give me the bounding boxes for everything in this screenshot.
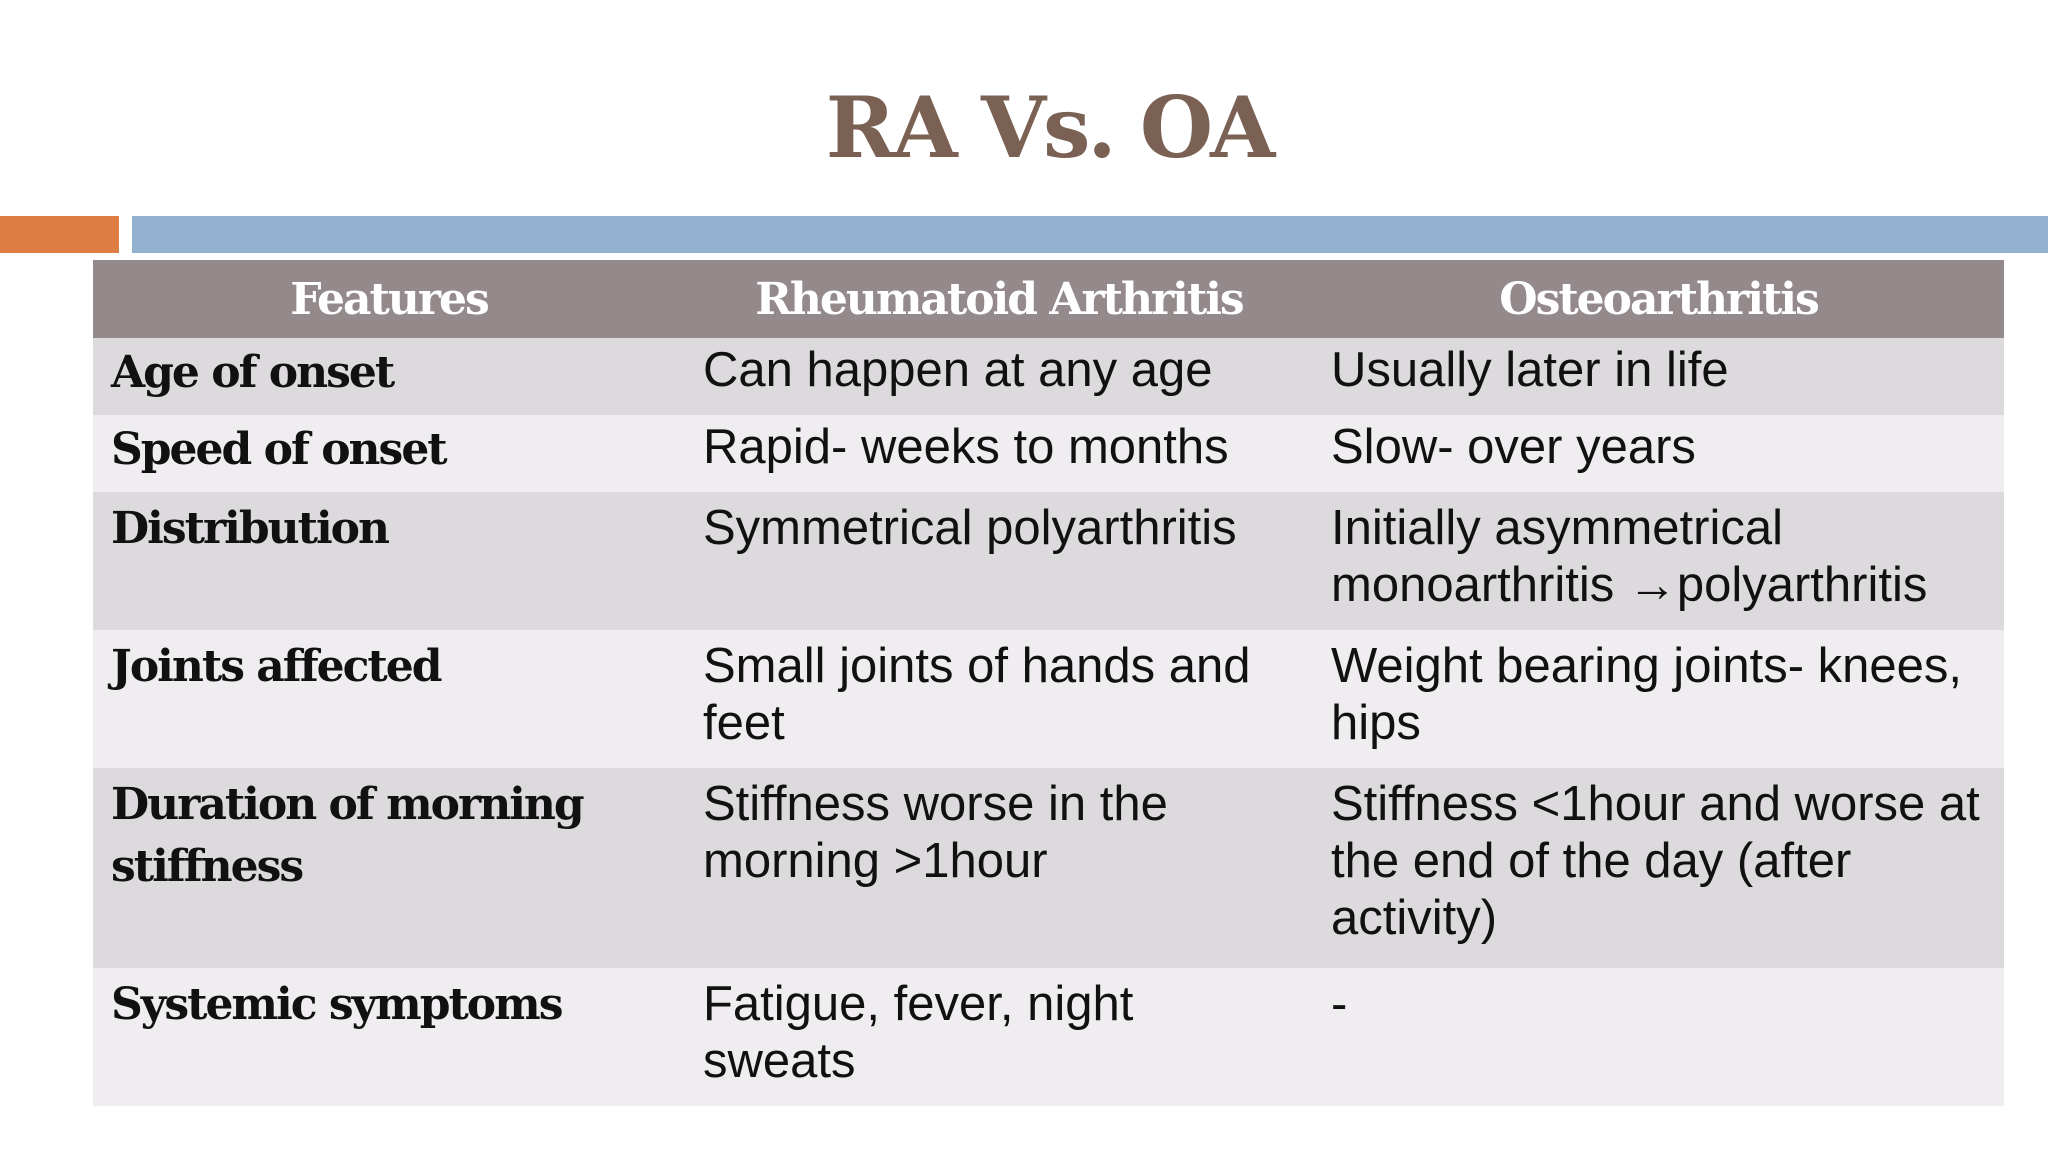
table-row bbox=[93, 492, 2004, 630]
feature-cell: Age of onset bbox=[93, 338, 685, 415]
oa-cell: Usually later in life bbox=[1313, 338, 2004, 415]
ra-cell: Symmetrical polyarthritis bbox=[685, 492, 1313, 630]
feature-cell: Systemic symptoms bbox=[93, 968, 685, 1106]
table-row bbox=[93, 630, 2004, 768]
ra-cell: Stiffness worse in the morning >1hour bbox=[685, 768, 1313, 968]
table-header-row bbox=[93, 260, 2004, 338]
accent-bar-blue bbox=[132, 216, 2048, 253]
oa-cell: Weight bearing joints- knees, hips bbox=[1313, 630, 2004, 768]
oa-cell: Slow- over years bbox=[1313, 415, 2004, 492]
table-row bbox=[93, 415, 2004, 492]
ra-cell: Can happen at any age bbox=[685, 338, 1313, 415]
oa-cell: - bbox=[1313, 968, 2004, 1106]
oa-cell: Initially asymmetrical monoarthritis →polyarthritis bbox=[1313, 492, 2004, 630]
oa-cell: Stiffness <1hour and worse at the end of the day (after activity) bbox=[1313, 768, 2004, 968]
feature-cell: Joints affected bbox=[93, 630, 685, 768]
header-features: Features bbox=[93, 260, 685, 338]
table-row bbox=[93, 768, 2004, 968]
accent-bar-orange bbox=[0, 216, 119, 253]
ra-cell: Small joints of hands and feet bbox=[685, 630, 1313, 768]
table-row bbox=[93, 338, 2004, 415]
feature-cell: Distribution bbox=[93, 492, 685, 630]
header-osteoarthritis: Osteoarthritis bbox=[1313, 260, 2004, 338]
feature-cell: Speed of onset bbox=[93, 415, 685, 492]
table-row bbox=[93, 968, 2004, 1106]
comparison-table bbox=[93, 260, 2004, 1106]
feature-cell: Duration of morning stiffness bbox=[93, 768, 685, 968]
ra-cell: Rapid- weeks to months bbox=[685, 415, 1313, 492]
header-rheumatoid-arthritis: Rheumatoid Arthritis bbox=[685, 260, 1313, 338]
ra-cell: Fatigue, fever, night sweats bbox=[685, 968, 1313, 1106]
slide-title: RA Vs. OA bbox=[825, 78, 1273, 177]
